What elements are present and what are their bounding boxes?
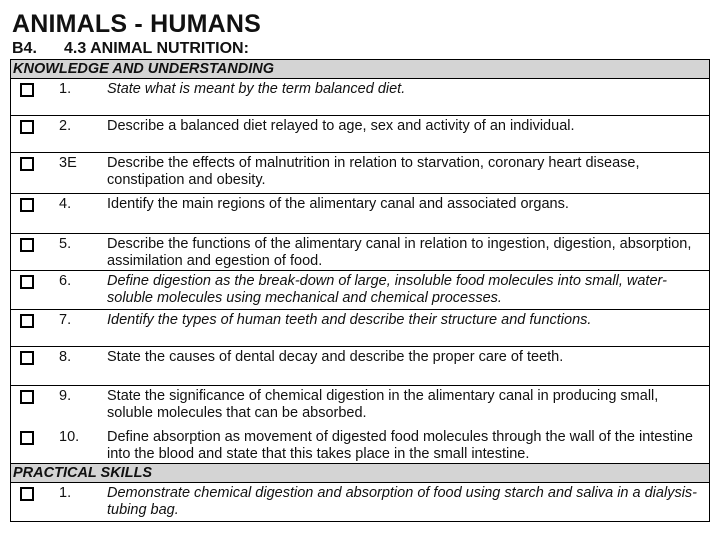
checkbox[interactable] [20, 198, 34, 212]
item-number: 10. [59, 429, 80, 445]
checkbox[interactable] [20, 351, 34, 365]
table-row [11, 310, 709, 347]
table-row [11, 79, 709, 116]
checkbox[interactable] [20, 238, 34, 252]
item-text: Describe the effects of malnutrition in relation to starvation, coronary heart disease, constipation and obesity. [107, 155, 640, 188]
item-number: 1. [59, 81, 72, 97]
checkbox[interactable] [20, 157, 34, 171]
item-text: State the significance of chemical digestion in the alimentary canal in producing small, soluble molecules that can be absorbed. [107, 388, 659, 421]
item-number: 4. [59, 196, 72, 212]
item-text: Identify the types of human teeth and describe their structure and functions. [107, 312, 592, 328]
topic-code: B4. [12, 40, 37, 57]
page-title: ANIMALS - HUMANS [12, 10, 262, 38]
item-number: 8. [59, 349, 72, 365]
table-row [11, 194, 709, 234]
item-number: 9. [59, 388, 72, 404]
item-text: State the causes of dental decay and describe the proper care of teeth. [107, 349, 564, 365]
checkbox[interactable] [20, 314, 34, 328]
table-row [11, 116, 709, 153]
item-number: 2. [59, 118, 72, 134]
table-row [11, 153, 709, 194]
table-row [11, 483, 709, 523]
table-row [11, 271, 709, 310]
table-row [11, 347, 709, 386]
table-row [11, 386, 709, 464]
item-text: Define digestion as the break-down of large, insoluble food molecules into small, water-soluble molecules using mechanical and chemical processes. [107, 273, 667, 306]
item-text: Define absorption as movement of digested food molecules through the wall of the intestine into the blood and state that this takes place in the small intestine. [107, 429, 693, 462]
objectives-table [10, 59, 710, 522]
item-number: 6. [59, 273, 72, 289]
checkbox[interactable] [20, 275, 34, 289]
checkbox[interactable] [20, 83, 34, 97]
section-practical-heading: PRACTICAL SKILLS [11, 464, 709, 483]
checkbox[interactable] [20, 390, 34, 404]
checkbox[interactable] [20, 487, 34, 501]
item-text: Describe a balanced diet relayed to age, sex and activity of an individual. [107, 118, 575, 134]
item-number: 1. [59, 485, 72, 501]
item-number: 3E [59, 155, 77, 171]
topic-title: 4.3 ANIMAL NUTRITION: [64, 40, 249, 57]
item-text: Describe the functions of the alimentary canal in relation to ingestion, digestion, absorption, assimilation and egestion of food. [107, 236, 692, 269]
checkbox[interactable] [20, 120, 34, 134]
item-text: Demonstrate chemical digestion and absorption of food using starch and saliva in a dialysis-tubing bag. [107, 485, 697, 518]
item-text: Identify the main regions of the alimentary canal and associated organs. [107, 196, 569, 212]
item-text: State what is meant by the term balanced diet. [107, 81, 406, 97]
item-number: 5. [59, 236, 72, 252]
table-row [11, 234, 709, 271]
page-subtitle [12, 40, 249, 58]
item-number: 7. [59, 312, 72, 328]
checkbox[interactable] [20, 431, 34, 445]
section-knowledge-heading: KNOWLEDGE AND UNDERSTANDING [11, 60, 709, 79]
